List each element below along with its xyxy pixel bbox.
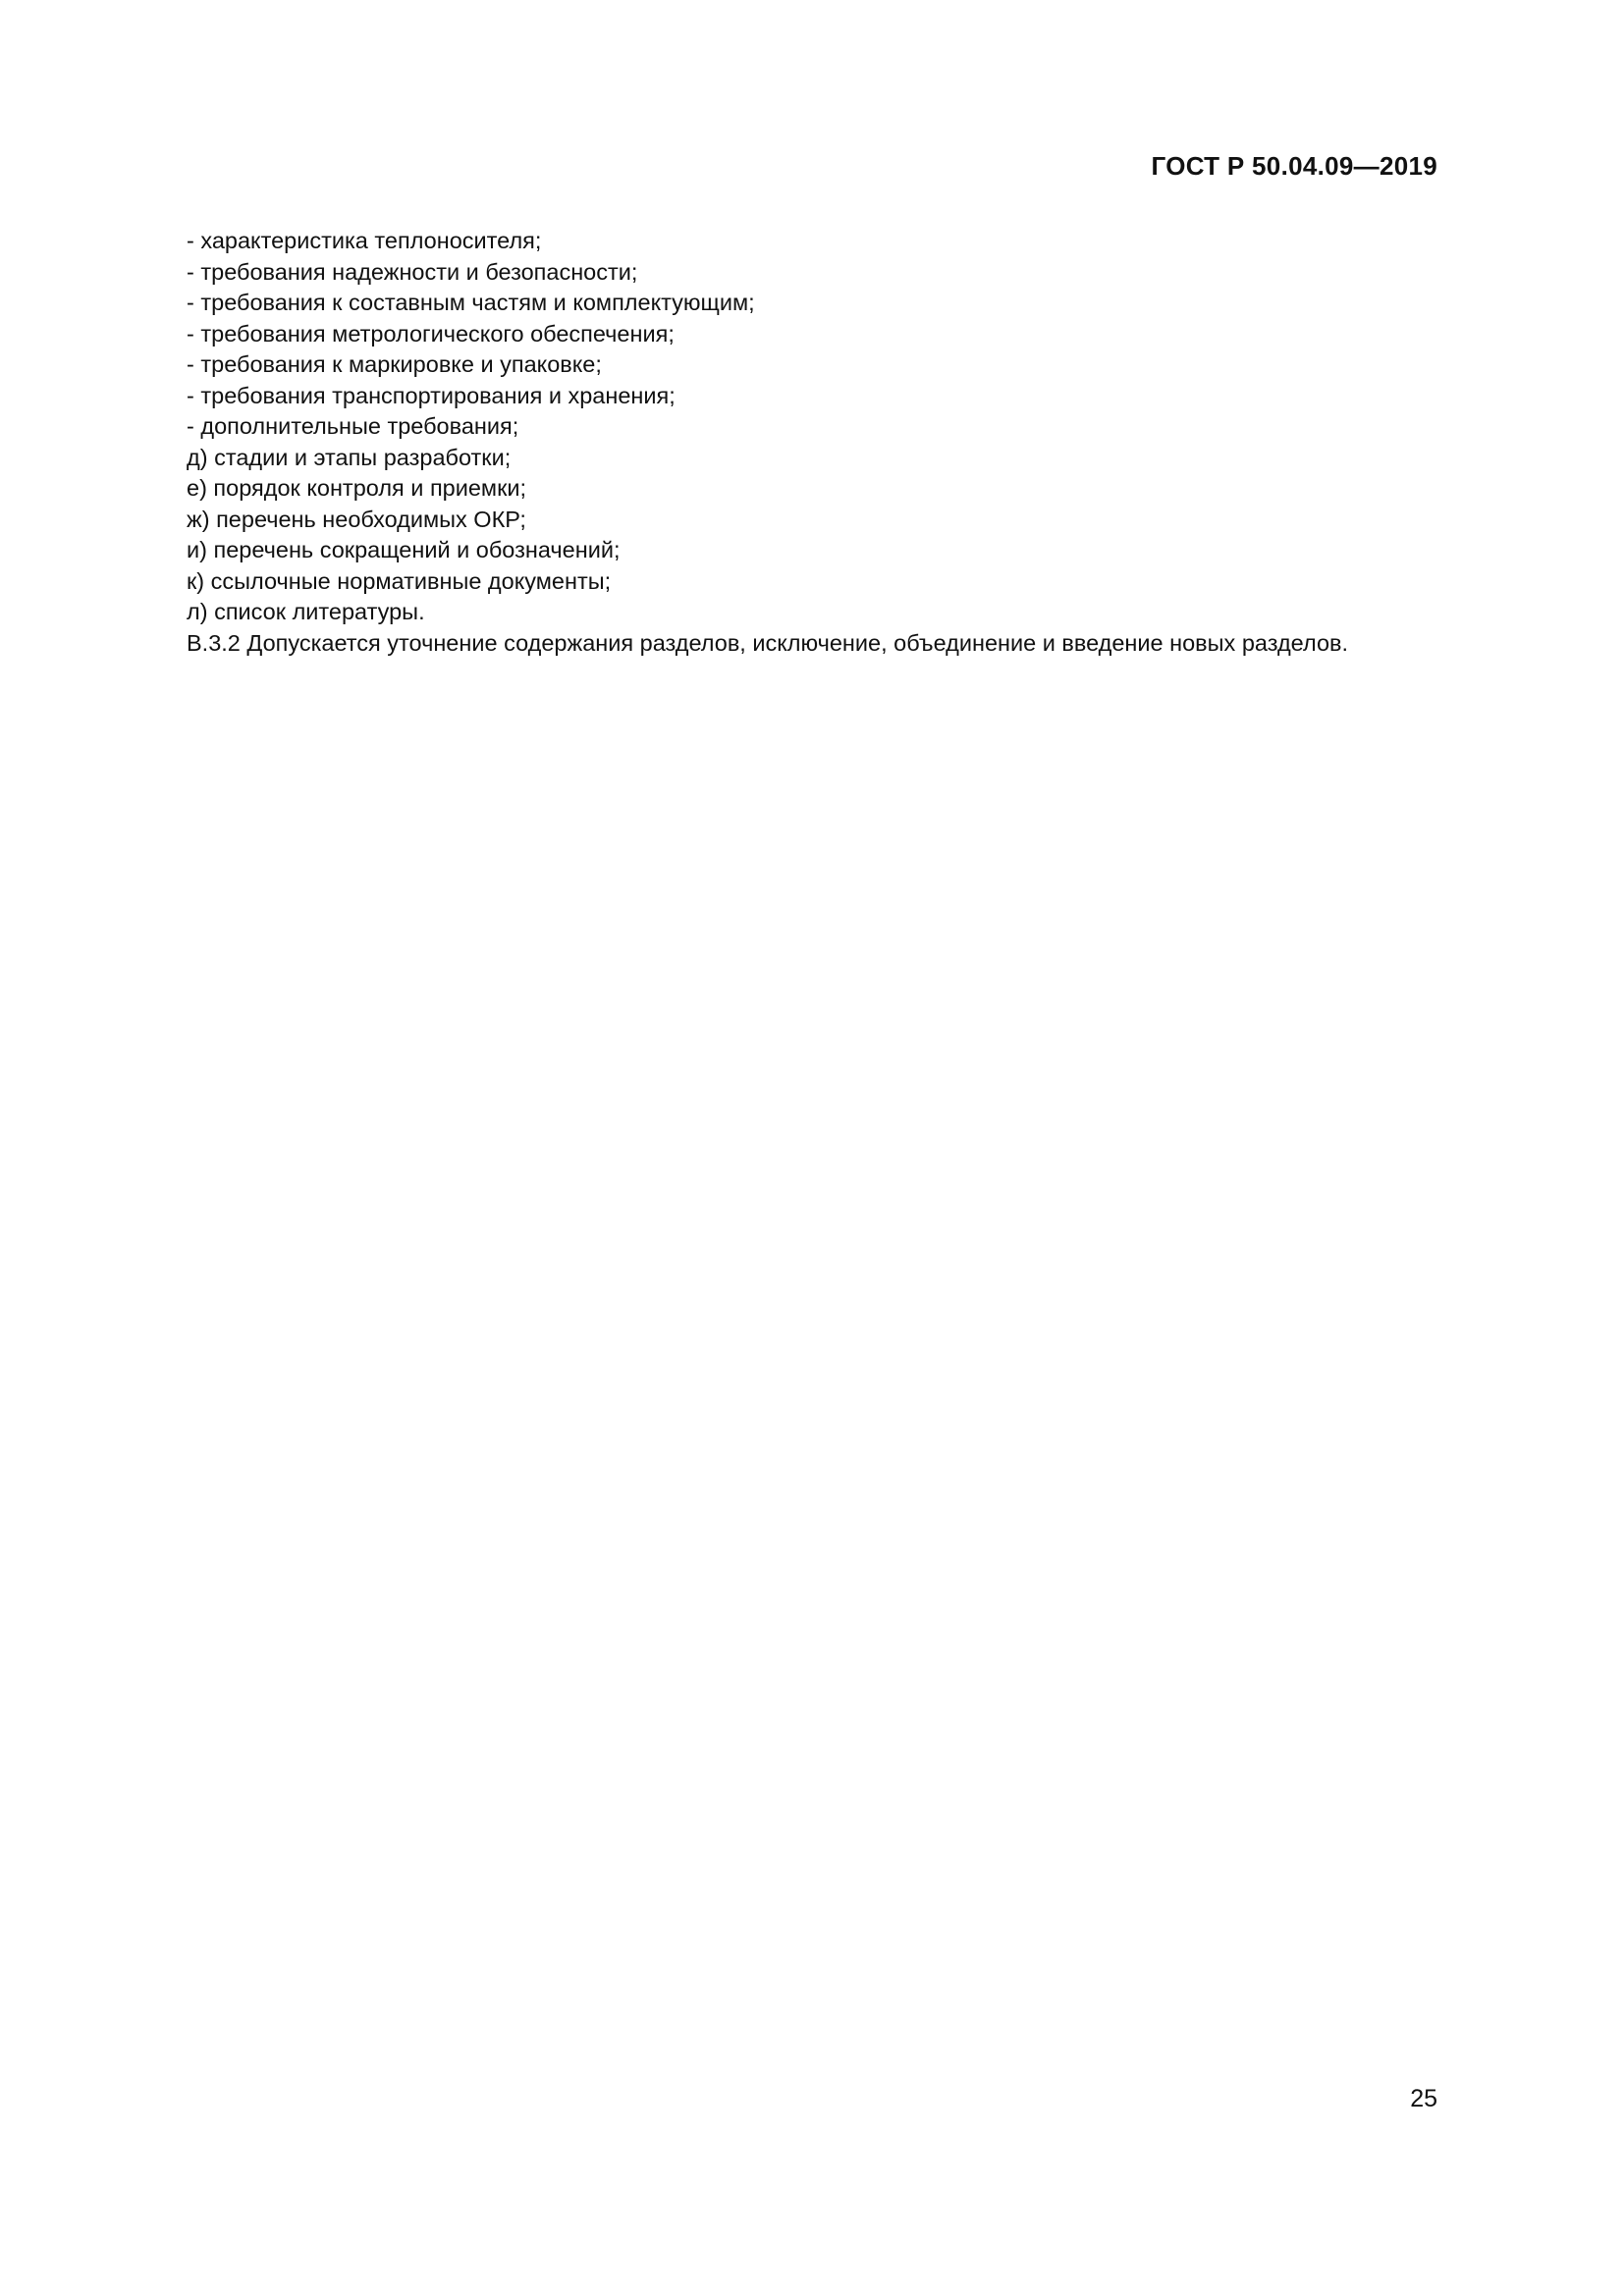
list-item: е) порядок контроля и приемки; [187,475,527,501]
page-number: 25 [1410,2085,1437,2112]
list-item: - характеристика теплоносителя; [187,228,542,253]
list-item: д) стадии и этапы разработки; [187,444,512,470]
list-item: и) перечень сокращений и обозначений; [187,537,621,562]
list-item: - требования к маркировке и упаковке; [187,351,602,377]
document-body [187,226,1453,659]
list-item: - требования транспортирования и хранения; [187,382,676,408]
list-item: - требования надежности и безопасности; [187,258,638,285]
document-standard-id: ГОСТ Р 50.04.09—2019 [1151,151,1437,181]
list-item: к) ссылочные нормативные документы; [187,567,612,594]
list-item: л) список литературы. [187,599,425,624]
list-item: ж) перечень необходимых ОКР; [187,506,526,532]
list-item: - требования к составным частям и комплектующим; [187,290,755,315]
list-item: - дополнительные требования; [187,413,519,439]
list-item: - требования метрологического обеспечения; [187,320,675,347]
paragraph: В.3.2 Допускается уточнение содержания разделов, исключение, объединение и введение новых разделов. [187,629,1349,656]
